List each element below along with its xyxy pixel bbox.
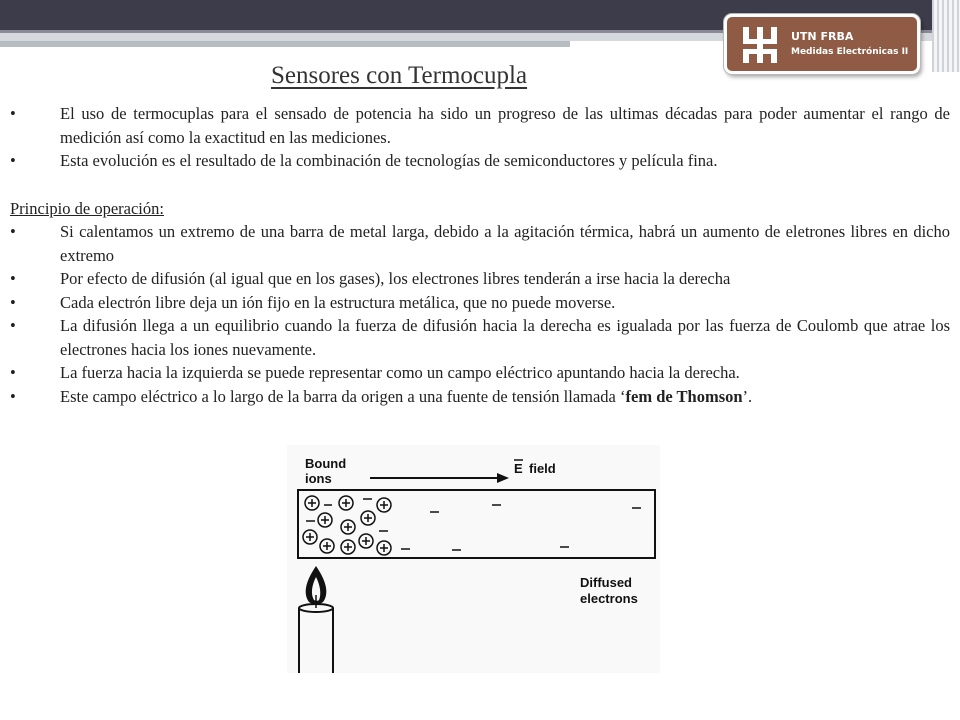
electron-markers	[306, 499, 641, 550]
badge-course: Medidas Electrónicas II	[791, 47, 909, 57]
list-item: • El uso de termocuplas para el sensado de potencia ha sido un progreso de las ultimas décadas para poder aumentar el rango de medición así como la exactitud en las mediciones.	[10, 102, 950, 149]
page-title: Sensores con Termocupla	[271, 62, 528, 89]
badge-org: UTN FRBA	[791, 30, 854, 43]
figure-label-electrons: electrons	[580, 591, 638, 606]
list-item: • Cada electrón libre deja un ión fijo en la estructura metálica, que no puede moverse.	[10, 291, 950, 315]
figure-label-ions: ions	[305, 471, 332, 486]
figure-label-field-symbol: E	[514, 461, 523, 476]
candle-icon	[299, 566, 333, 673]
figure-label-diffused: Diffused	[580, 575, 632, 590]
field-arrowhead	[497, 473, 509, 483]
metal-bar	[298, 490, 655, 558]
list-item: • La fuerza hacia la izquierda se puede representar como un campo eléctrico apuntando hacia la derecha.	[10, 361, 950, 385]
figure-label-field: field	[529, 461, 556, 476]
utn-logo-icon	[739, 25, 781, 65]
list-item: • Esta evolución es el resultado de la combinación de tecnologías de semiconductores y película fina.	[10, 149, 950, 173]
slide-body	[10, 102, 950, 408]
university-badge	[724, 14, 920, 74]
list-item: • Por efecto de difusión (al igual que en los gases), los electrones libres tenderán a irse hacia la derecha	[10, 267, 950, 291]
decorative-lines	[932, 0, 960, 72]
list-item: • Este campo eléctrico a lo largo de la barra da origen a una fuente de tensión llamada ‘fem de Thomson’.	[10, 385, 950, 409]
top-bar-shade	[0, 41, 570, 47]
thermocouple-figure	[287, 445, 660, 673]
list-item: • La difusión llega a un equilibrio cuando la fuerza de difusión hacia la derecha es igualada por las fuerza de Coulomb que atrae los electrones hacia los iones nuevamente.	[10, 314, 950, 361]
ion-markers	[303, 496, 391, 555]
section-heading: Principio de operación:	[10, 198, 164, 218]
figure-label-bound: Bound	[305, 456, 347, 471]
emphasis-text: fem de Thomson	[625, 386, 743, 406]
list-item: • Si calentamos un extremo de una barra de metal larga, debido a la agitación térmica, habrá un aumento de eletrones libres en dicho extremo	[10, 220, 950, 267]
